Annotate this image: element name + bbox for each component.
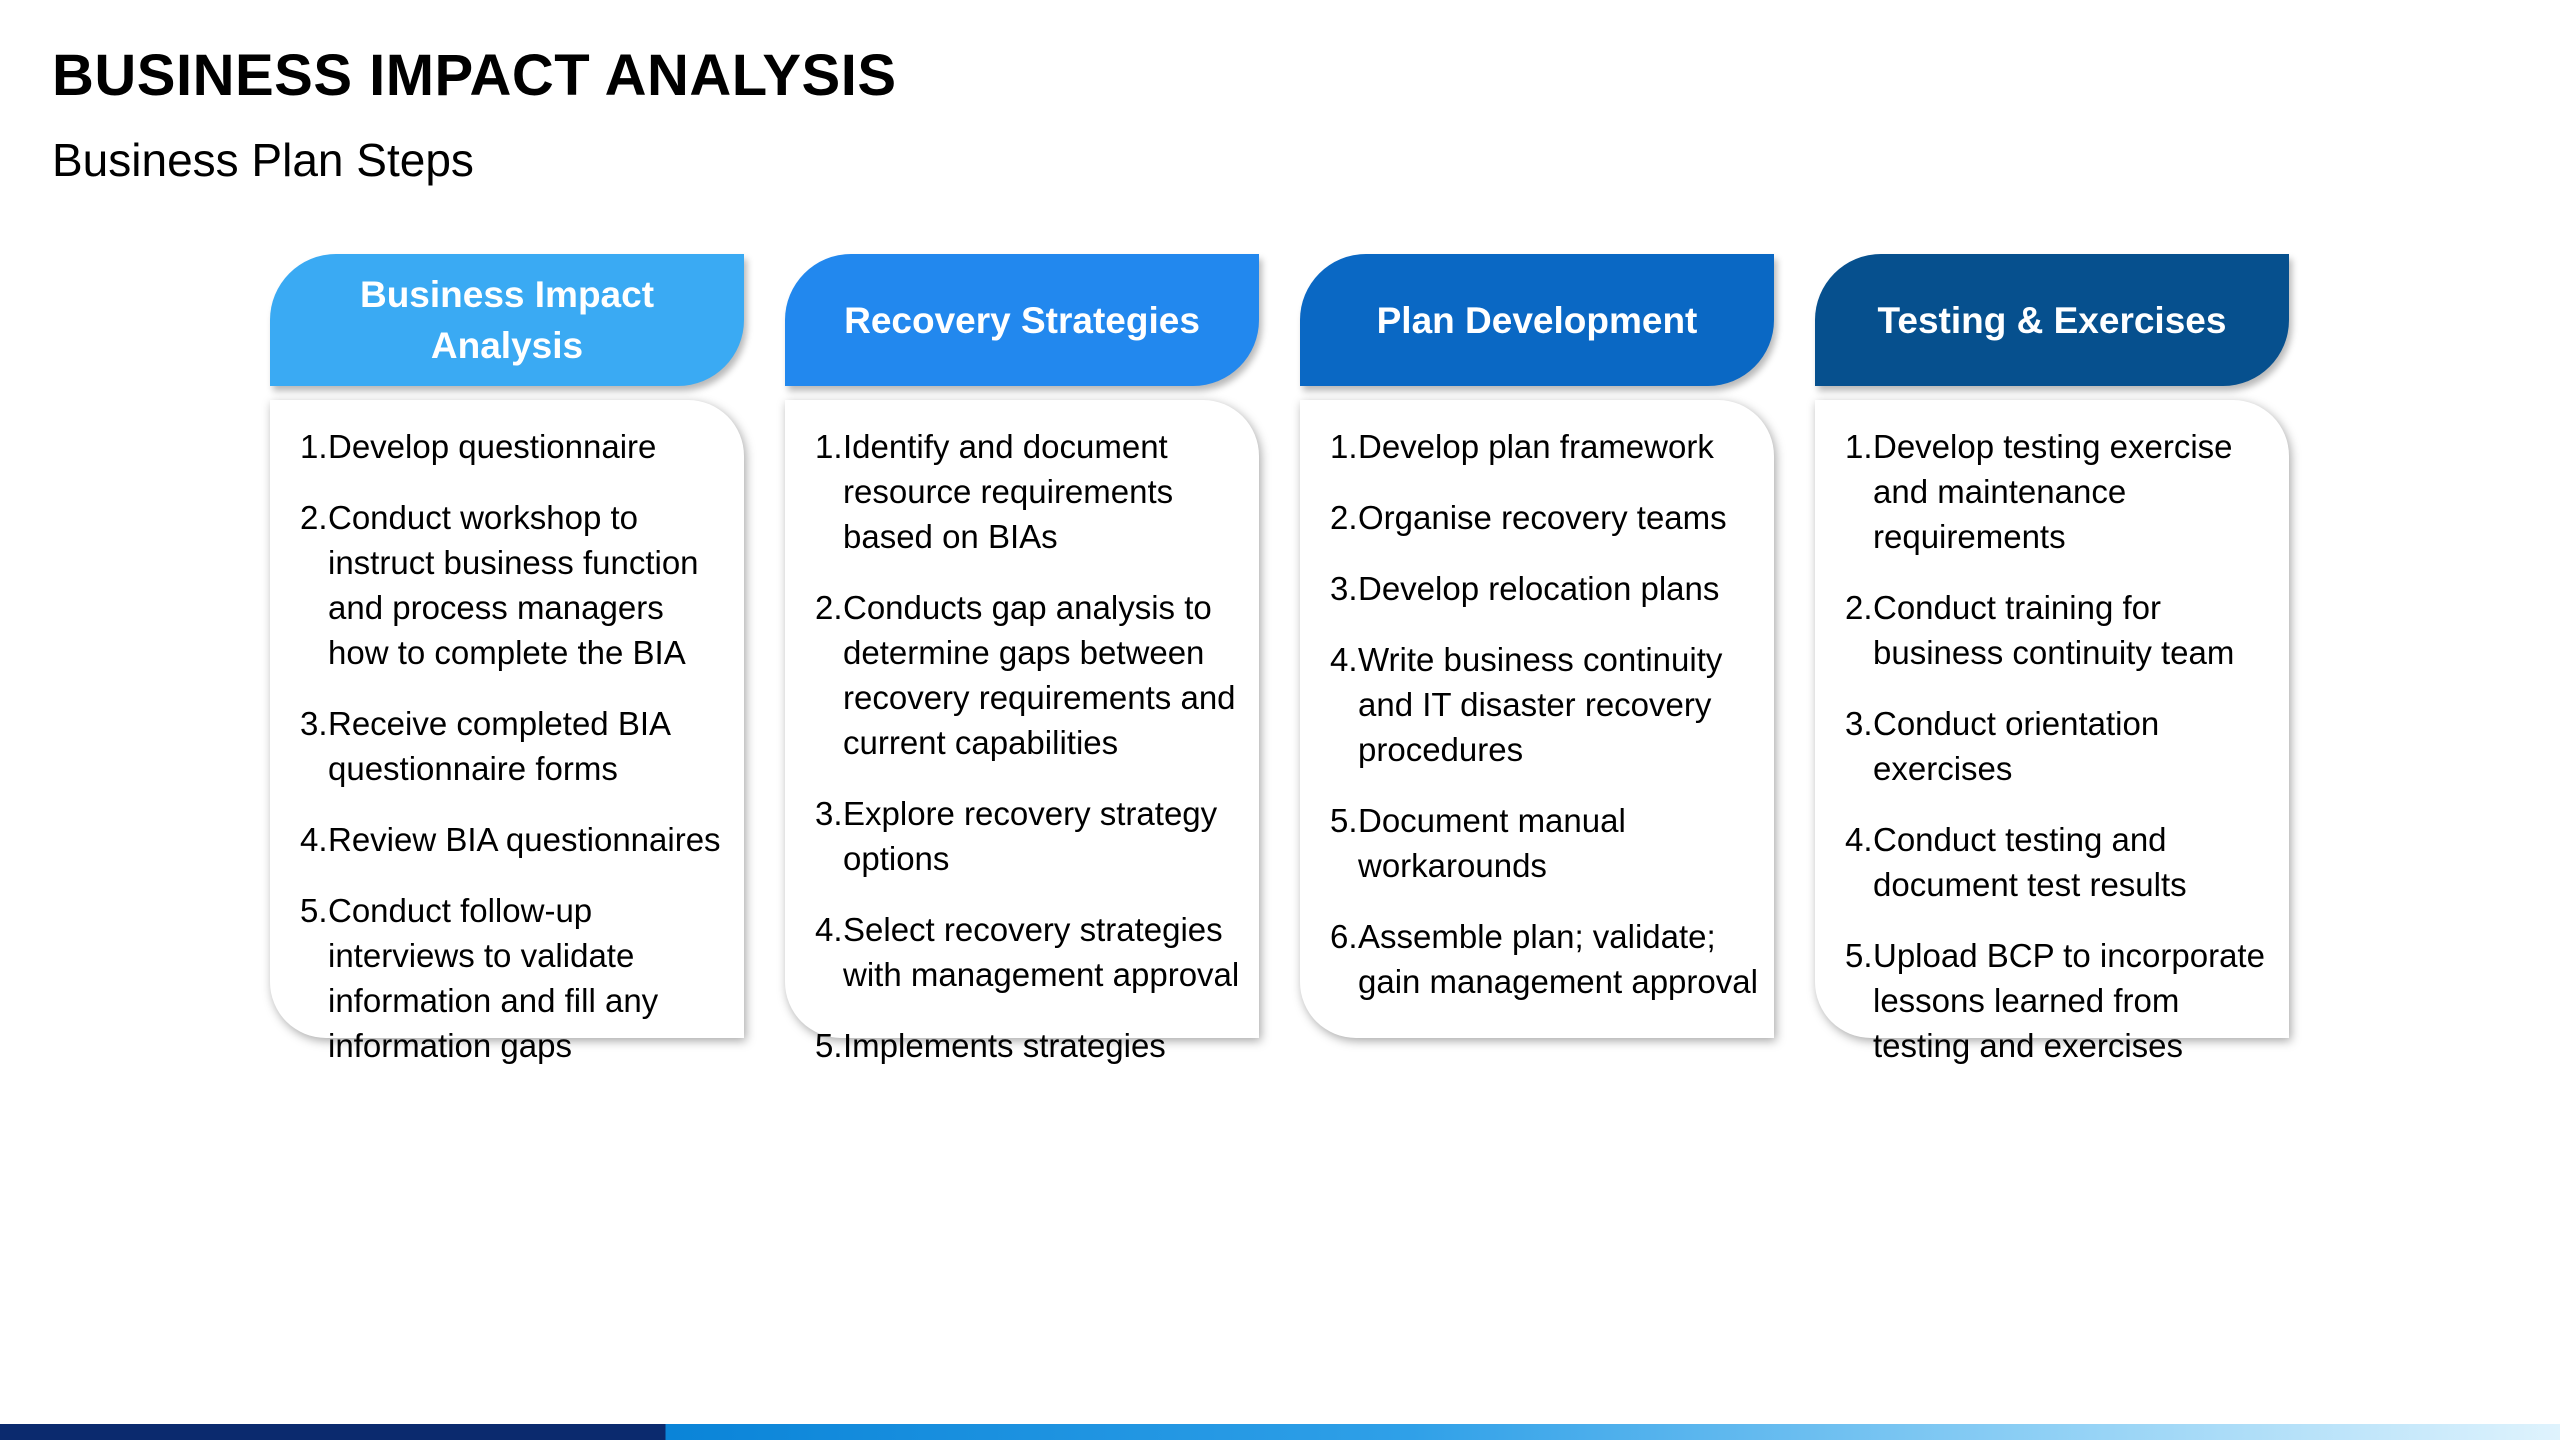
list-item	[1330, 495, 1760, 540]
step-column-recovery-strategies	[785, 254, 1259, 1064]
list-item	[815, 791, 1245, 881]
column-body	[785, 400, 1259, 1064]
item-text: Document manual workarounds	[1358, 802, 1626, 884]
item-number: 4.	[1845, 821, 1873, 858]
item-number: 4.	[815, 911, 843, 948]
list-item	[815, 585, 1245, 765]
item-number: 3.	[1845, 705, 1873, 742]
list-item	[1330, 798, 1760, 888]
footer-gradient-bar	[0, 1424, 2560, 1440]
item-text: Conduct testing and document test results	[1873, 821, 2187, 903]
column-header: Testing & Exercises	[1815, 254, 2289, 386]
item-number: 3.	[300, 705, 328, 742]
item-number: 3.	[815, 795, 843, 832]
list-item	[1845, 701, 2275, 791]
item-number: 2.	[1330, 499, 1358, 536]
list-item	[300, 888, 730, 1068]
item-text: Identify and document resource requirements based on BIAs	[843, 428, 1174, 555]
slide-title: BUSINESS IMPACT ANALYSIS	[52, 43, 897, 108]
column-body	[1815, 400, 2289, 1064]
item-text: Conducts gap analysis to determine gaps between recovery requirements and current capabilities	[843, 589, 1236, 761]
item-number: 2.	[815, 589, 843, 626]
item-text: Write business continuity and IT disaster recovery procedures	[1358, 641, 1723, 768]
item-text: Receive completed BIA questionnaire forms	[328, 705, 670, 787]
list-item	[1330, 637, 1760, 772]
step-list	[1330, 424, 1760, 1004]
item-number: 1.	[300, 428, 328, 465]
list-item	[1845, 933, 2275, 1068]
list-item	[815, 424, 1245, 559]
item-text: Select recovery strategies with management approval	[843, 911, 1240, 993]
step-column-business-impact-analysis	[270, 254, 744, 1064]
item-text: Organise recovery teams	[1358, 499, 1727, 536]
item-number: 3.	[1330, 570, 1358, 607]
item-text: Develop relocation plans	[1358, 570, 1720, 607]
step-list	[815, 424, 1245, 1068]
step-column-plan-development	[1300, 254, 1774, 1000]
item-text: Implements strategies	[843, 1027, 1166, 1064]
item-number: 2.	[300, 499, 328, 536]
item-number: 1.	[1330, 428, 1358, 465]
column-body	[1300, 400, 1774, 1038]
item-text: Conduct follow-up interviews to validate information and fill any information gaps	[328, 892, 659, 1064]
slide-subtitle: Business Plan Steps	[52, 134, 474, 186]
list-item	[1330, 424, 1760, 469]
list-item	[1330, 914, 1760, 1004]
item-number: 5.	[1330, 802, 1358, 839]
item-number: 5.	[815, 1027, 843, 1064]
list-item	[1845, 585, 2275, 675]
item-text: Develop plan framework	[1358, 428, 1714, 465]
item-number: 2.	[1845, 589, 1873, 626]
list-item	[815, 907, 1245, 997]
item-number: 5.	[300, 892, 328, 929]
item-text: Develop questionnaire	[328, 428, 657, 465]
list-item	[1845, 424, 2275, 559]
list-item	[1845, 817, 2275, 907]
item-text: Develop testing exercise and maintenance requirements	[1873, 428, 2233, 555]
step-list	[1845, 424, 2275, 1068]
item-text: Review BIA questionnaires	[328, 821, 721, 858]
column-header: Business Impact Analysis	[270, 254, 744, 386]
step-list	[300, 424, 730, 1068]
item-text: Conduct orientation exercises	[1873, 705, 2160, 787]
item-text: Explore recovery strategy options	[843, 795, 1218, 877]
item-number: 4.	[300, 821, 328, 858]
column-header: Plan Development	[1300, 254, 1774, 386]
column-body	[270, 400, 744, 1064]
list-item	[815, 1023, 1245, 1068]
list-item	[300, 424, 730, 469]
list-item	[300, 495, 730, 675]
item-number: 5.	[1845, 937, 1873, 974]
item-text: Upload BCP to incorporate lessons learned from testing and exercises	[1873, 937, 2265, 1064]
list-item	[300, 701, 730, 791]
list-item	[300, 817, 730, 862]
list-item	[1330, 566, 1760, 611]
item-number: 1.	[1845, 428, 1873, 465]
column-header: Recovery Strategies	[785, 254, 1259, 386]
item-text: Conduct training for business continuity team	[1873, 589, 2235, 671]
item-number: 1.	[815, 428, 843, 465]
item-number: 6.	[1330, 918, 1358, 955]
item-number: 4.	[1330, 641, 1358, 678]
item-text: Assemble plan; validate; gain management approval	[1358, 918, 1758, 1000]
step-column-testing-exercises	[1815, 254, 2289, 1064]
item-text: Conduct workshop to instruct business function and process managers how to complete the BIA	[328, 499, 699, 671]
